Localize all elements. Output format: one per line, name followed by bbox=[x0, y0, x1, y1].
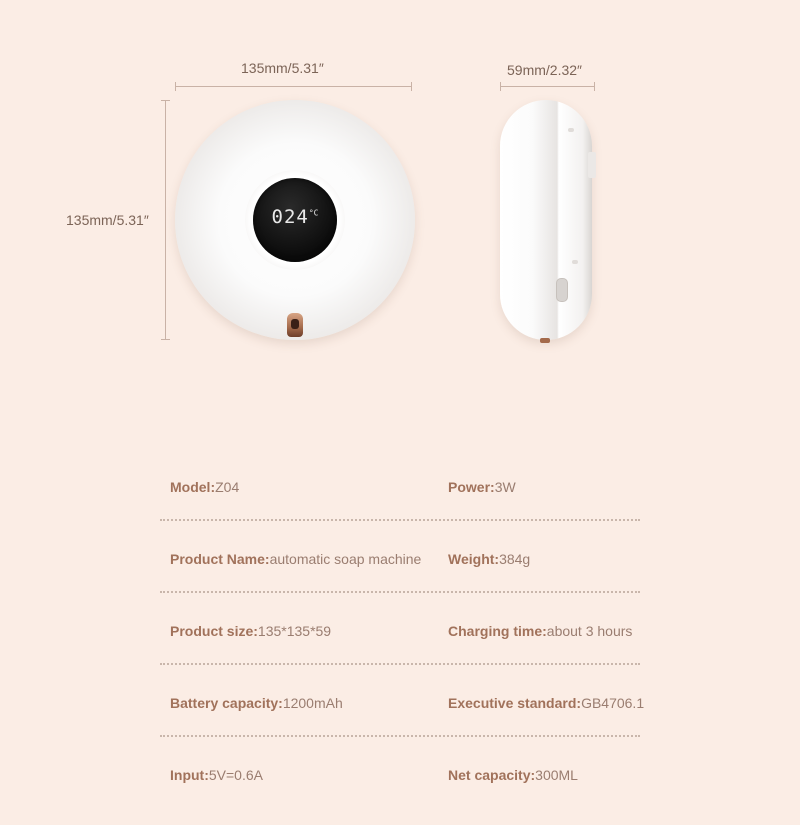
spec-key: Charging time: bbox=[448, 623, 547, 639]
spec-row bbox=[160, 465, 640, 537]
spec-key: Product size: bbox=[170, 623, 258, 639]
spec-value: 135*135*59 bbox=[257, 623, 332, 639]
side-mount-tab bbox=[588, 152, 596, 178]
spec-value: about 3 hours bbox=[546, 623, 633, 639]
spec-row bbox=[160, 681, 645, 753]
spec-power bbox=[448, 479, 516, 495]
spec-value: automatic soap machine bbox=[269, 551, 422, 567]
side-indicator-top bbox=[568, 128, 574, 132]
spec-key: Battery capacity: bbox=[170, 695, 283, 711]
temperature-readout bbox=[253, 206, 337, 228]
spec-value: 1200mAh bbox=[282, 695, 343, 711]
spec-value: Z04 bbox=[215, 479, 240, 495]
spec-model bbox=[170, 479, 239, 495]
side-depth-label: 59mm/2.32″ bbox=[507, 62, 582, 78]
spec-value: 384g bbox=[499, 551, 531, 567]
spec-key: Model: bbox=[170, 479, 216, 495]
dotted-divider bbox=[160, 519, 640, 521]
spec-key: Net capacity: bbox=[448, 767, 536, 783]
side-view-device bbox=[500, 100, 592, 340]
front-view-device bbox=[175, 100, 415, 340]
spec-row bbox=[160, 537, 640, 609]
spec-product-size bbox=[170, 623, 331, 639]
spec-table bbox=[160, 465, 645, 825]
spec-weight bbox=[448, 551, 530, 567]
spec-value: 5V=0.6A bbox=[208, 767, 263, 783]
spec-value: GB4706.1 bbox=[581, 695, 645, 711]
spec-row bbox=[160, 609, 640, 681]
spec-net-capacity bbox=[448, 767, 578, 783]
front-height-line bbox=[165, 100, 166, 340]
soap-nozzle bbox=[287, 313, 303, 337]
front-width-label: 135mm/5.31″ bbox=[241, 60, 324, 76]
charging-port bbox=[556, 278, 568, 302]
spec-key: Product Name: bbox=[170, 551, 270, 567]
spec-value: 300ML bbox=[535, 767, 578, 783]
spec-row bbox=[160, 753, 640, 825]
dotted-divider bbox=[160, 735, 640, 737]
temperature-value: 024 bbox=[271, 206, 309, 228]
front-width-line bbox=[175, 86, 412, 87]
spec-value: 3W bbox=[494, 479, 516, 495]
spec-product-name bbox=[170, 551, 421, 567]
spec-key: Power: bbox=[448, 479, 495, 495]
side-nozzle-tip bbox=[540, 338, 550, 343]
dotted-divider bbox=[160, 663, 640, 665]
spec-key: Executive standard: bbox=[448, 695, 582, 711]
dotted-divider bbox=[160, 591, 640, 593]
spec-key: Weight: bbox=[448, 551, 500, 567]
front-height-label: 135mm/5.31″ bbox=[66, 212, 149, 228]
side-indicator-bottom bbox=[572, 260, 578, 264]
spec-charging-time bbox=[448, 623, 632, 639]
temperature-display bbox=[253, 178, 337, 262]
side-depth-line bbox=[500, 86, 595, 87]
spec-input bbox=[170, 767, 263, 783]
spec-key: Input: bbox=[170, 767, 209, 783]
temperature-unit: °C bbox=[308, 208, 319, 218]
spec-battery-capacity bbox=[170, 695, 343, 711]
spec-executive-standard bbox=[448, 695, 644, 711]
